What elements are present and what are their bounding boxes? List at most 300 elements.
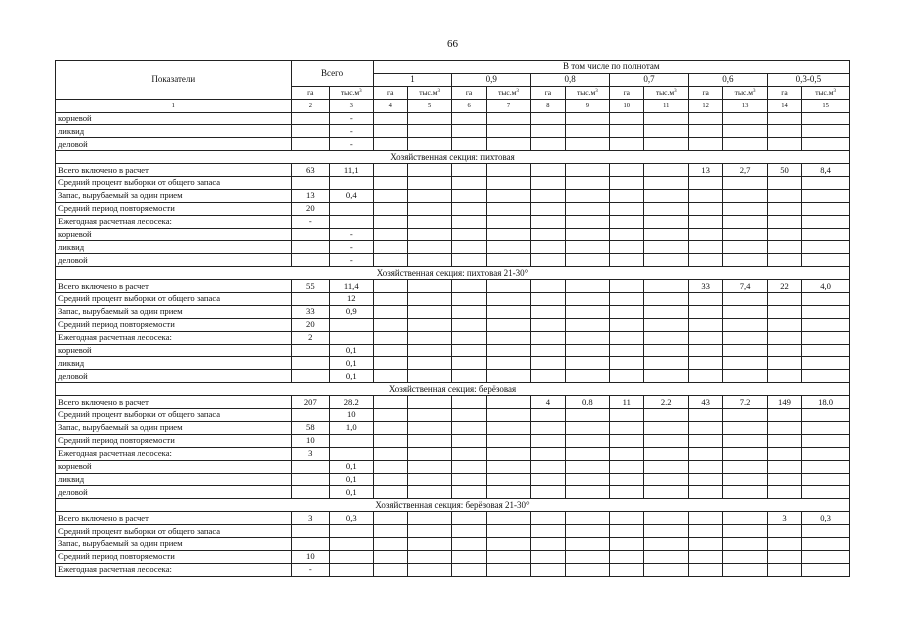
table-cell bbox=[644, 512, 688, 525]
table-cell bbox=[291, 525, 329, 538]
table-cell bbox=[610, 112, 644, 125]
table-cell bbox=[407, 537, 451, 550]
table-cell bbox=[531, 254, 565, 267]
table-cell bbox=[531, 370, 565, 383]
unit-ha-header: га bbox=[767, 86, 801, 99]
table-cell bbox=[767, 202, 801, 215]
table-cell bbox=[767, 550, 801, 563]
table-cell: 0,1 bbox=[330, 473, 373, 486]
table-cell bbox=[723, 215, 767, 228]
table-cell: - bbox=[330, 112, 373, 125]
table-cell bbox=[407, 331, 451, 344]
table-cell bbox=[565, 228, 609, 241]
row-label: корневой bbox=[56, 228, 292, 241]
unit-m3-header: $тыс.м^3$ bbox=[486, 86, 530, 99]
table-row bbox=[56, 305, 850, 318]
table-cell bbox=[452, 228, 486, 241]
table-cell: 2,7 bbox=[723, 164, 767, 177]
table-cell bbox=[802, 293, 850, 306]
table-cell bbox=[802, 409, 850, 422]
section-row bbox=[56, 151, 850, 164]
table-cell bbox=[802, 254, 850, 267]
table-cell bbox=[373, 202, 407, 215]
table-cell bbox=[486, 486, 530, 499]
table-cell: 18.0 bbox=[802, 396, 850, 409]
table-cell bbox=[565, 138, 609, 151]
table-cell bbox=[291, 241, 329, 254]
row-label: деловой bbox=[56, 370, 292, 383]
table-cell bbox=[767, 447, 801, 460]
table-cell bbox=[802, 215, 850, 228]
table-cell bbox=[452, 421, 486, 434]
table-row bbox=[56, 215, 850, 228]
row-label: Средний процент выборки от общего запаса bbox=[56, 525, 292, 538]
table-row bbox=[56, 202, 850, 215]
table-cell bbox=[407, 241, 451, 254]
table-cell bbox=[407, 228, 451, 241]
density-header: 0,9 bbox=[452, 73, 531, 86]
table-cell: - bbox=[330, 254, 373, 267]
table-cell bbox=[688, 357, 722, 370]
column-number: 13 bbox=[723, 99, 767, 112]
table-cell bbox=[407, 409, 451, 422]
table-row bbox=[56, 318, 850, 331]
table-cell bbox=[610, 293, 644, 306]
table-cell bbox=[688, 241, 722, 254]
table-cell bbox=[723, 293, 767, 306]
table-cell bbox=[565, 293, 609, 306]
table-cell bbox=[723, 202, 767, 215]
unit-ha-header: га bbox=[531, 86, 565, 99]
table-cell bbox=[452, 112, 486, 125]
table-cell bbox=[452, 189, 486, 202]
table-cell bbox=[407, 512, 451, 525]
table-cell bbox=[802, 228, 850, 241]
table-cell bbox=[486, 305, 530, 318]
table-cell bbox=[565, 460, 609, 473]
table-cell bbox=[767, 305, 801, 318]
table-cell bbox=[486, 331, 530, 344]
table-cell bbox=[486, 318, 530, 331]
table-cell bbox=[688, 525, 722, 538]
table-cell bbox=[291, 228, 329, 241]
table-cell bbox=[802, 447, 850, 460]
column-number: 1 bbox=[56, 99, 292, 112]
table-cell: 3 bbox=[291, 447, 329, 460]
table-cell bbox=[291, 138, 329, 151]
table-cell: 0,1 bbox=[330, 370, 373, 383]
table-cell bbox=[486, 550, 530, 563]
table-cell bbox=[330, 447, 373, 460]
table-cell bbox=[373, 396, 407, 409]
table-cell bbox=[407, 473, 451, 486]
table-cell bbox=[767, 537, 801, 550]
section-title: Хозяйственная секция: пихтовая 21-30° bbox=[56, 267, 850, 280]
table-cell: 13 bbox=[291, 189, 329, 202]
table-cell bbox=[565, 241, 609, 254]
table-cell bbox=[452, 318, 486, 331]
table-cell bbox=[767, 473, 801, 486]
table-cell bbox=[610, 202, 644, 215]
table-cell bbox=[452, 460, 486, 473]
table-cell bbox=[565, 344, 609, 357]
table-cell bbox=[373, 370, 407, 383]
table-cell bbox=[373, 357, 407, 370]
table-cell bbox=[531, 357, 565, 370]
table-cell bbox=[330, 550, 373, 563]
density-header: 0,8 bbox=[531, 73, 610, 86]
table-cell bbox=[767, 138, 801, 151]
table-cell bbox=[452, 254, 486, 267]
table-cell bbox=[688, 228, 722, 241]
table-cell bbox=[486, 202, 530, 215]
table-cell bbox=[767, 344, 801, 357]
column-number: 11 bbox=[644, 99, 688, 112]
row-label: корневой bbox=[56, 460, 292, 473]
table-cell bbox=[802, 421, 850, 434]
table-cell bbox=[452, 177, 486, 190]
table-cell bbox=[373, 512, 407, 525]
table-cell: - bbox=[291, 563, 329, 576]
table-cell bbox=[565, 473, 609, 486]
column-number: 8 bbox=[531, 99, 565, 112]
table-cell bbox=[452, 434, 486, 447]
table-cell bbox=[373, 318, 407, 331]
table-cell bbox=[802, 563, 850, 576]
table-cell: 7,4 bbox=[723, 280, 767, 293]
table-cell bbox=[486, 112, 530, 125]
table-cell bbox=[486, 537, 530, 550]
table-cell bbox=[373, 473, 407, 486]
unit-ha-header: га bbox=[373, 86, 407, 99]
table-cell bbox=[452, 563, 486, 576]
unit-ha-header: га bbox=[688, 86, 722, 99]
table-cell bbox=[407, 202, 451, 215]
table-cell bbox=[486, 177, 530, 190]
table-cell bbox=[407, 254, 451, 267]
table-cell bbox=[688, 370, 722, 383]
table-cell: 0,1 bbox=[330, 460, 373, 473]
table-cell bbox=[565, 525, 609, 538]
table-cell bbox=[644, 318, 688, 331]
table-row bbox=[56, 138, 850, 151]
table-cell: 11,1 bbox=[330, 164, 373, 177]
table-cell: 3 bbox=[767, 512, 801, 525]
unit-ha-header: га bbox=[610, 86, 644, 99]
row-label: Запас, вырубаемый за один прием bbox=[56, 305, 292, 318]
table-cell bbox=[802, 434, 850, 447]
table-cell bbox=[723, 512, 767, 525]
table-cell bbox=[802, 486, 850, 499]
table-cell bbox=[373, 254, 407, 267]
table-row bbox=[56, 112, 850, 125]
table-cell bbox=[565, 434, 609, 447]
table-cell bbox=[610, 537, 644, 550]
table-cell bbox=[565, 177, 609, 190]
table-cell: 149 bbox=[767, 396, 801, 409]
table-cell bbox=[291, 370, 329, 383]
table-cell bbox=[610, 370, 644, 383]
table-cell bbox=[531, 293, 565, 306]
table-cell bbox=[531, 563, 565, 576]
table-cell bbox=[610, 164, 644, 177]
row-label: деловой bbox=[56, 254, 292, 267]
table-cell bbox=[486, 215, 530, 228]
table-cell bbox=[610, 357, 644, 370]
table-cell bbox=[531, 447, 565, 460]
table-cell bbox=[407, 550, 451, 563]
table-cell bbox=[486, 512, 530, 525]
table-row bbox=[56, 537, 850, 550]
table-cell bbox=[373, 112, 407, 125]
table-cell bbox=[802, 460, 850, 473]
table-cell bbox=[330, 202, 373, 215]
table-cell bbox=[688, 460, 722, 473]
table-cell: 63 bbox=[291, 164, 329, 177]
table-row bbox=[56, 344, 850, 357]
table-cell bbox=[373, 563, 407, 576]
table-cell bbox=[723, 305, 767, 318]
table-cell bbox=[723, 254, 767, 267]
table-cell bbox=[610, 189, 644, 202]
table-row bbox=[56, 177, 850, 190]
table-cell bbox=[610, 473, 644, 486]
table-cell bbox=[610, 434, 644, 447]
table-cell bbox=[688, 434, 722, 447]
table-cell bbox=[565, 370, 609, 383]
section-row bbox=[56, 267, 850, 280]
table-cell bbox=[644, 460, 688, 473]
table-cell bbox=[767, 434, 801, 447]
table-cell bbox=[644, 550, 688, 563]
column-number-row bbox=[56, 99, 850, 112]
table-cell bbox=[486, 344, 530, 357]
table-cell bbox=[723, 138, 767, 151]
table-cell bbox=[486, 563, 530, 576]
table-cell bbox=[723, 228, 767, 241]
table-cell bbox=[688, 318, 722, 331]
table-cell bbox=[644, 215, 688, 228]
table-cell bbox=[565, 112, 609, 125]
table-cell bbox=[452, 537, 486, 550]
table-cell bbox=[452, 550, 486, 563]
column-number: 2 bbox=[291, 99, 329, 112]
table-cell bbox=[330, 537, 373, 550]
table-cell bbox=[644, 164, 688, 177]
table-cell bbox=[452, 525, 486, 538]
table-cell bbox=[373, 215, 407, 228]
table-cell bbox=[688, 563, 722, 576]
row-label: Средний период повторяемости bbox=[56, 550, 292, 563]
table-cell bbox=[531, 164, 565, 177]
table-cell bbox=[486, 473, 530, 486]
table-cell bbox=[565, 215, 609, 228]
table-cell bbox=[767, 331, 801, 344]
table-cell bbox=[802, 138, 850, 151]
column-number: 15 bbox=[802, 99, 850, 112]
table-row bbox=[56, 241, 850, 254]
table-cell bbox=[486, 125, 530, 138]
table-cell bbox=[407, 305, 451, 318]
table-cell bbox=[688, 409, 722, 422]
table-cell bbox=[407, 138, 451, 151]
table-cell bbox=[486, 370, 530, 383]
table-cell bbox=[802, 318, 850, 331]
table-cell bbox=[565, 447, 609, 460]
table-cell bbox=[531, 473, 565, 486]
table-cell bbox=[802, 550, 850, 563]
table-cell: - bbox=[330, 241, 373, 254]
table-cell bbox=[610, 125, 644, 138]
indicators-header: Показатели bbox=[56, 61, 292, 100]
section-row bbox=[56, 383, 850, 396]
unit-m3-header: $тыс.м^3$ bbox=[723, 86, 767, 99]
table-cell bbox=[373, 409, 407, 422]
table-cell bbox=[767, 357, 801, 370]
table-cell bbox=[452, 202, 486, 215]
table-row bbox=[56, 550, 850, 563]
table-cell bbox=[688, 112, 722, 125]
table-cell bbox=[802, 112, 850, 125]
table-cell bbox=[407, 215, 451, 228]
table-cell bbox=[723, 112, 767, 125]
table-cell: 8,4 bbox=[802, 164, 850, 177]
table-cell bbox=[373, 177, 407, 190]
column-number: 10 bbox=[610, 99, 644, 112]
table-cell bbox=[644, 228, 688, 241]
unit-m3-header: $тыс.м^3$ bbox=[407, 86, 451, 99]
table-cell: - bbox=[330, 125, 373, 138]
table-cell bbox=[644, 280, 688, 293]
table-cell bbox=[291, 177, 329, 190]
table-cell: 58 bbox=[291, 421, 329, 434]
table-cell bbox=[723, 357, 767, 370]
table-cell bbox=[644, 434, 688, 447]
table-cell bbox=[644, 241, 688, 254]
table-row bbox=[56, 409, 850, 422]
row-label: корневой bbox=[56, 344, 292, 357]
table-cell bbox=[723, 550, 767, 563]
table-cell bbox=[330, 318, 373, 331]
table-cell: 10 bbox=[291, 550, 329, 563]
table-cell bbox=[291, 344, 329, 357]
table-cell: 2.2 bbox=[644, 396, 688, 409]
table-cell bbox=[767, 563, 801, 576]
table-cell bbox=[644, 447, 688, 460]
table-cell bbox=[723, 447, 767, 460]
table-cell bbox=[407, 164, 451, 177]
unit-m3-header: $тыс.м^3$ bbox=[330, 86, 373, 99]
table-cell: 0,1 bbox=[330, 357, 373, 370]
table-cell bbox=[802, 189, 850, 202]
table-cell bbox=[486, 280, 530, 293]
table-cell bbox=[565, 550, 609, 563]
table-cell: 207 bbox=[291, 396, 329, 409]
table-cell bbox=[767, 293, 801, 306]
table-cell bbox=[330, 215, 373, 228]
table-cell bbox=[610, 460, 644, 473]
row-label: ликвид bbox=[56, 357, 292, 370]
table-cell bbox=[767, 409, 801, 422]
table-cell bbox=[486, 396, 530, 409]
table-cell bbox=[610, 409, 644, 422]
table-cell bbox=[291, 460, 329, 473]
row-label: ликвид bbox=[56, 473, 292, 486]
table-cell bbox=[723, 525, 767, 538]
table-cell bbox=[531, 409, 565, 422]
table-cell: 28.2 bbox=[330, 396, 373, 409]
section-row bbox=[56, 499, 850, 512]
table-cell bbox=[330, 331, 373, 344]
table-row bbox=[56, 370, 850, 383]
table-cell bbox=[688, 215, 722, 228]
table-cell bbox=[531, 125, 565, 138]
table-cell bbox=[688, 305, 722, 318]
table-cell bbox=[802, 305, 850, 318]
table-cell bbox=[644, 409, 688, 422]
table-cell: 0,3 bbox=[802, 512, 850, 525]
table-cell bbox=[767, 254, 801, 267]
table-cell: 11 bbox=[610, 396, 644, 409]
section-title: Хозяйственная секция: пихтовая bbox=[56, 151, 850, 164]
row-label: Средний период повторяемости bbox=[56, 202, 292, 215]
table-cell bbox=[565, 512, 609, 525]
table-cell bbox=[452, 138, 486, 151]
table-cell bbox=[610, 138, 644, 151]
table-cell bbox=[531, 305, 565, 318]
table-cell bbox=[486, 357, 530, 370]
table-cell: 2 bbox=[291, 331, 329, 344]
table-cell bbox=[723, 177, 767, 190]
table-cell bbox=[610, 241, 644, 254]
row-label: Средний процент выборки от общего запаса bbox=[56, 409, 292, 422]
row-label: Запас, вырубаемый за один прием bbox=[56, 421, 292, 434]
table-cell bbox=[291, 293, 329, 306]
table-cell bbox=[407, 447, 451, 460]
table-cell bbox=[486, 525, 530, 538]
table-cell bbox=[565, 189, 609, 202]
table-cell bbox=[291, 112, 329, 125]
table-cell bbox=[531, 280, 565, 293]
table-cell bbox=[531, 512, 565, 525]
table-cell bbox=[688, 189, 722, 202]
table-cell bbox=[330, 434, 373, 447]
table-cell bbox=[723, 421, 767, 434]
table-cell bbox=[407, 434, 451, 447]
table-cell bbox=[486, 409, 530, 422]
table-cell bbox=[610, 344, 644, 357]
table-cell bbox=[610, 447, 644, 460]
table-cell bbox=[644, 305, 688, 318]
table-cell bbox=[373, 164, 407, 177]
table-cell bbox=[688, 473, 722, 486]
table-cell bbox=[531, 241, 565, 254]
table-cell bbox=[330, 525, 373, 538]
density-header: 0,7 bbox=[610, 73, 689, 86]
table-cell bbox=[407, 189, 451, 202]
table-cell bbox=[723, 434, 767, 447]
table-cell bbox=[767, 460, 801, 473]
row-label: Средний период повторяемости bbox=[56, 434, 292, 447]
table-cell bbox=[452, 293, 486, 306]
table-cell bbox=[802, 370, 850, 383]
table-cell bbox=[688, 138, 722, 151]
header-row-1 bbox=[56, 61, 850, 74]
table-cell bbox=[767, 241, 801, 254]
page-number: 66 bbox=[447, 38, 458, 50]
row-label: Ежегодная расчетная лесосека: bbox=[56, 215, 292, 228]
table-cell bbox=[407, 344, 451, 357]
